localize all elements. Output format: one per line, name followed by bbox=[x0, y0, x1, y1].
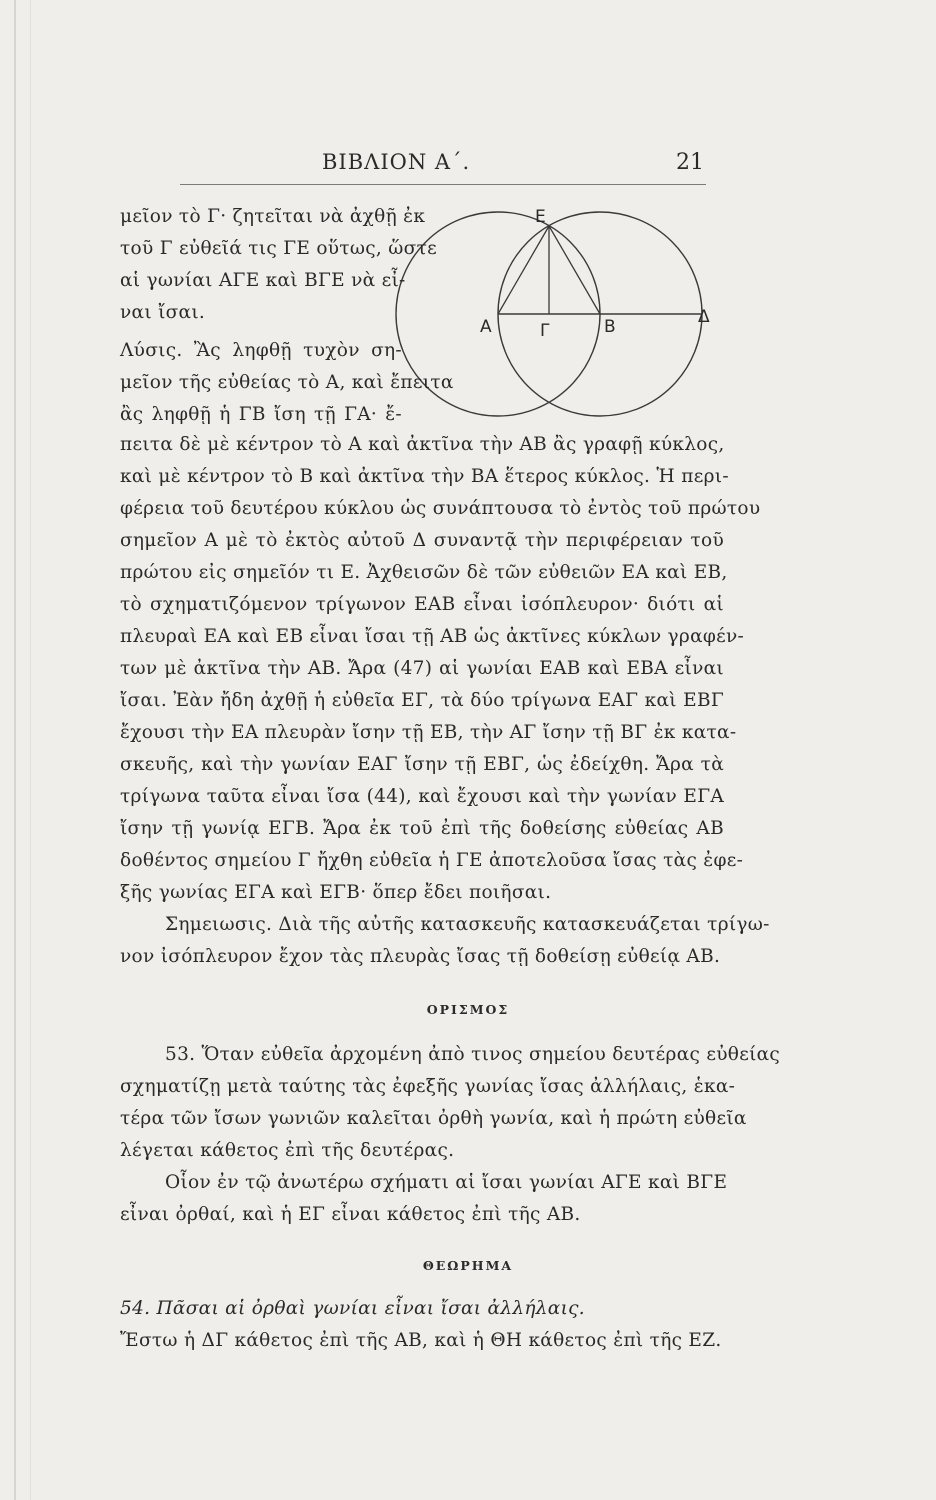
text-line: φέρεια τοῦ δευτέρου κύκλου ὡς συνάπτουσα τὸ ἐντὸς τοῦ πρώτου bbox=[120, 498, 761, 519]
text-line: ἴσην τῇ γωνίᾳ ΕΓΒ. Ἄρα ἐκ τοῦ ἐπὶ τῆς δοθείσης εὐθείας ΑΒ bbox=[120, 818, 724, 839]
line-ea bbox=[498, 226, 549, 314]
text-line: ἂς ληφθῇ ἡ ΓΒ ἴση τῇ ΓΑ· ἔ- bbox=[120, 404, 402, 425]
definition-line: λέγεται κάθετος ἐπὶ τῆς δευτέρας. bbox=[120, 1140, 455, 1161]
page-header bbox=[0, 148, 936, 188]
geometric-figure bbox=[380, 198, 740, 438]
text-line: ξῆς γωνίας ΕΓΑ καὶ ΕΓΒ· ὅπερ ἔδει ποιῆσαι. bbox=[120, 882, 552, 903]
text-line: Λύσις. Ἂς ληφθῇ τυχὸν ση- bbox=[120, 340, 402, 361]
definition-line: τέρα τῶν ἴσων γωνιῶν καλεῖται ὀρθὴ γωνία, καὶ ἡ πρώτη εὐθεῖα bbox=[120, 1108, 747, 1129]
theorem-line: Ἔστω ἡ ΔΓ κάθετος ἐπὶ τῆς ΑΒ, καὶ ἡ ΘΗ κάθετος ἐπὶ τῆς ΕΖ. bbox=[120, 1330, 722, 1351]
text-line: πρώτου εἰς σημεῖόν τι Ε. Ἀχθεισῶν δὲ τῶν εὐθειῶν ΕΑ καὶ ΕΒ, bbox=[120, 562, 728, 583]
text-line: των μὲ ἀκτῖνα τὴν ΑΒ. Ἄρα (47) αἱ γωνίαι ΕΑΒ καὶ ΕΒΑ εἶναι bbox=[120, 658, 724, 679]
text-line: σκευῆς, καὶ τὴν γωνίαν ΕΑΓ ἴσην τῇ ΕΒΓ, ὡς ἐδείχθη. Ἄρα τὰ bbox=[120, 754, 724, 775]
definition-line: Οἷον ἐν τῷ ἀνωτέρω σχήματι αἱ ἴσαι γωνίαι ΑΓΕ καὶ ΒΓΕ bbox=[165, 1172, 728, 1193]
label-e: Ε bbox=[535, 207, 546, 227]
text-line: τὸ σχηματιζόμενον τρίγωνον ΕΑΒ εἶναι ἰσόπλευρον· διότι αἱ bbox=[120, 594, 724, 615]
text-line: πλευραὶ ΕΑ καὶ ΕΒ εἶναι ἴσαι τῇ ΑΒ ὡς ἀκτῖνες κύκλων γραφέν- bbox=[120, 626, 745, 647]
page-number: 21 bbox=[676, 150, 704, 175]
text-line: μεῖον τὸ Γ· ζητεῖται νὰ ἀχθῇ ἐκ bbox=[120, 206, 426, 227]
label-d: Δ bbox=[698, 307, 710, 327]
label-a: Α bbox=[480, 317, 492, 337]
remark-line: νον ἰσόπλευρον ἔχον τὰς πλευρὰς ἴσας τῇ δοθείσῃ εὐθείᾳ ΑΒ. bbox=[120, 946, 721, 967]
text-line: αἱ γωνίαι ΑΓΕ καὶ ΒΓΕ νὰ εἶ- bbox=[120, 270, 406, 291]
text-line: ἔχουσι τὴν ΕΑ πλευρὰν ἴσην τῇ ΕΒ, τὴν ΑΓ ἴσην τῇ ΒΓ ἐκ κατα- bbox=[120, 722, 737, 743]
label-g: Γ bbox=[540, 321, 550, 341]
text-line: ναι ἴσαι. bbox=[120, 302, 206, 323]
theorem-statement: 54. Πᾶσαι αἱ ὀρθαὶ γωνίαι εἶναι ἴσαι ἀλλήλαις. bbox=[120, 1298, 585, 1319]
text-line: μεῖον τῆς εὐθείας τὸ Α, καὶ ἔπειτα bbox=[120, 372, 454, 393]
text-line: τρίγωνα ταῦτα εἶναι ἴσα (44), καὶ ἔχουσι καὶ τὴν γωνίαν ΕΓΑ bbox=[120, 786, 724, 807]
page-edge bbox=[14, 0, 16, 1500]
heading-theorem: ΘΕΩΡΗΜΑ bbox=[422, 1258, 514, 1273]
header-rule bbox=[180, 184, 706, 185]
definition-line: 53. Ὅταν εὐθεῖα ἀρχομένη ἀπὸ τινος σημείου δευτέρας εὐθείας bbox=[165, 1044, 781, 1065]
text-line: καὶ μὲ κέντρον τὸ Β καὶ ἀκτῖνα τὴν ΒΑ ἕτερος κύκλος. Ἡ περι- bbox=[120, 466, 729, 487]
text-line: πειτα δὲ μὲ κέντρον τὸ Α καὶ ἀκτῖνα τὴν ΑΒ ἂς γραφῇ κύκλος, bbox=[120, 434, 725, 455]
label-b: Β bbox=[604, 317, 616, 337]
definition-line: εἶναι ὀρθαί, καὶ ἡ ΕΓ εἶναι κάθετος ἐπὶ τῆς ΑΒ. bbox=[120, 1204, 581, 1225]
text-line: σημεῖον Α μὲ τὸ ἐκτὸς αὐτοῦ Δ συναντᾷ τὴν περιφέρειαν τοῦ bbox=[120, 530, 724, 551]
heading-definition: ΟΡΙΣΜΟΣ bbox=[426, 1002, 510, 1017]
page-edge-shadow bbox=[30, 0, 31, 1500]
remark-line: Σημειωσις. Διὰ τῆς αὐτῆς κατασκευῆς κατασκευάζεται τρίγω- bbox=[165, 914, 770, 935]
text-line: δοθέντος σημείου Γ ἤχθη εὐθεῖα ἡ ΓΕ ἀποτελοῦσα ἴσας τὰς ἐφε- bbox=[120, 850, 744, 871]
text-line: ἴσαι. Ἐὰν ἤδη ἀχθῇ ἡ εὐθεῖα ΕΓ, τὰ δύο τρίγωνα ΕΑΓ καὶ ΕΒΓ bbox=[120, 690, 724, 711]
text-line: τοῦ Γ εὐθεῖά τις ΓΕ οὕτως, ὥστε bbox=[120, 238, 438, 259]
running-head: ΒΙΒΛΙΟΝ Α΄. bbox=[322, 150, 471, 174]
line-eb bbox=[549, 226, 600, 314]
definition-line: σχηματίζῃ μετὰ ταύτης τὰς ἐφεξῆς γωνίας ἴσας ἀλλήλαις, ἑκα- bbox=[120, 1076, 736, 1097]
